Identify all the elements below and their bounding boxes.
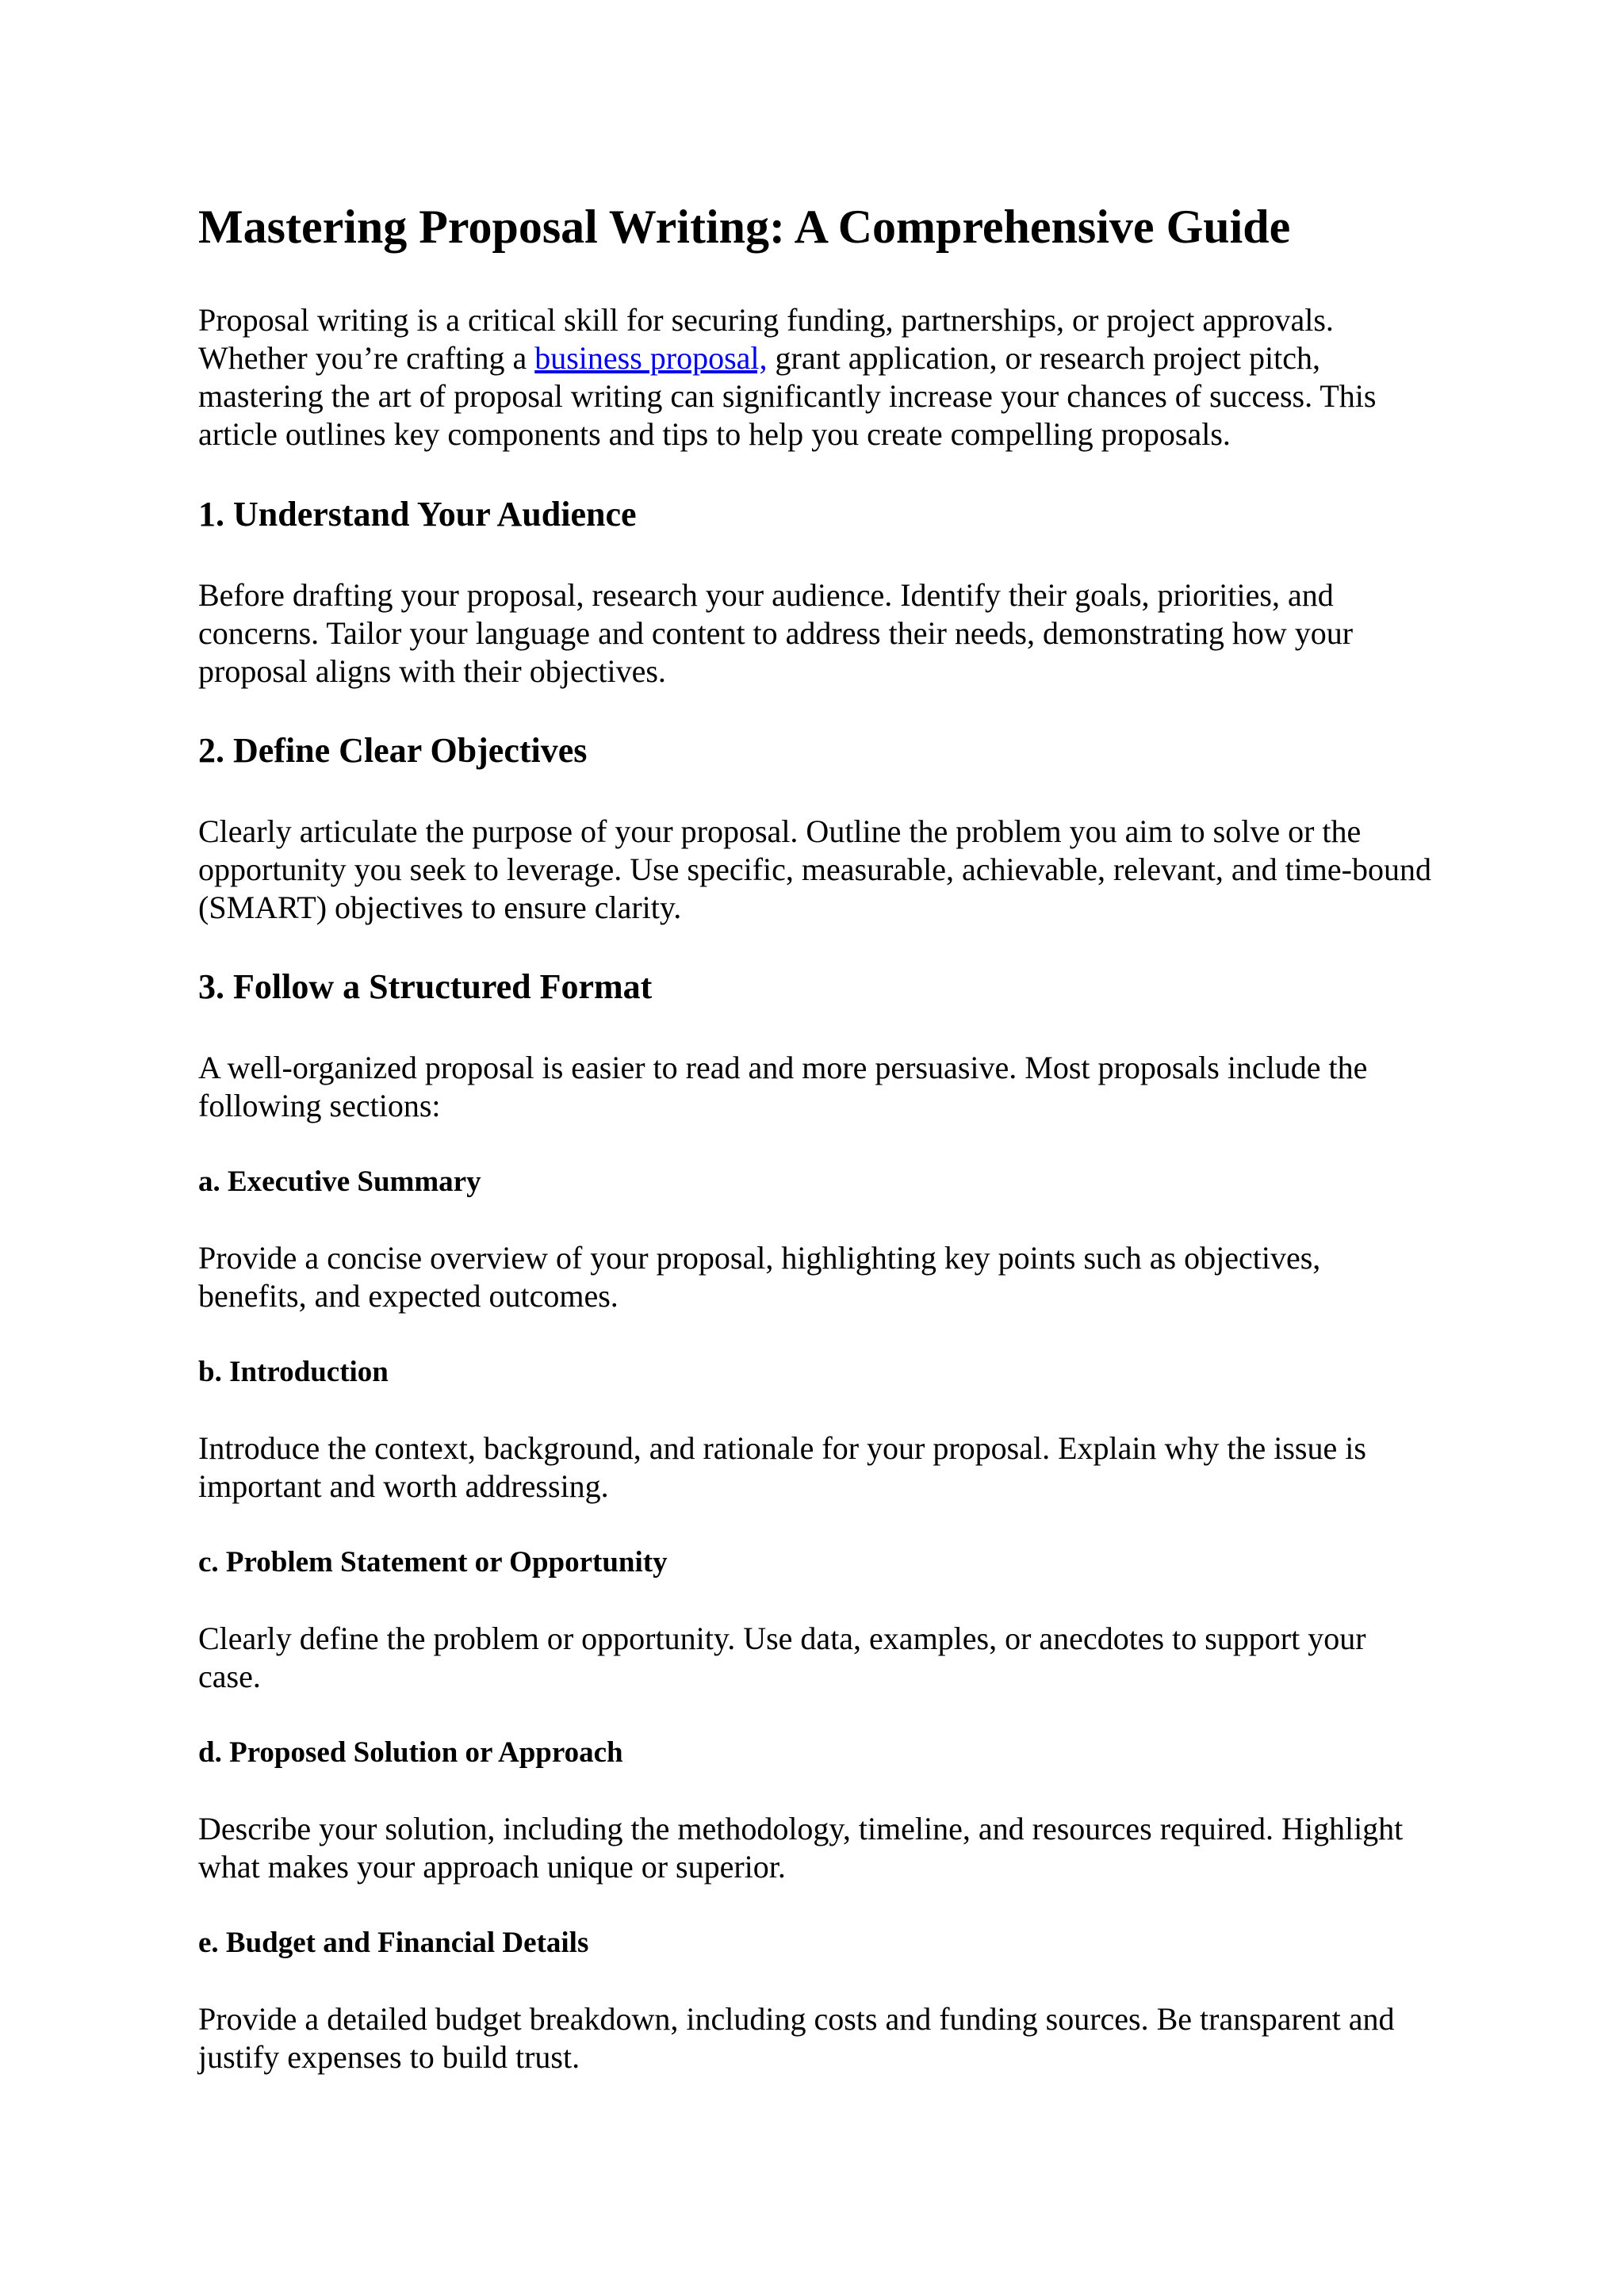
intro-text-after-link: grant application, or research project pitch, mastering the art of proposal writing can significantly increase your chances of success. This article outlines key components and tips to help you create compelling proposals.	[198, 340, 1377, 452]
subsection-heading-budget: e. Budget and Financial Details	[198, 1927, 589, 1959]
document-page	[198, 193, 1435, 2076]
section-body-define-objectives: Clearly articulate the purpose of your proposal. Outline the problem you aim to solve or the opportunity you seek to leverage. Use specific, measurable, achievable, relevant, and time-bound (SMART) objectives to ensure clarity.	[198, 813, 1431, 925]
subsection-body-budget: Provide a detailed budget breakdown, including costs and funding sources. Be transparent and justify expenses to build trust.	[198, 2001, 1395, 2075]
section-heading-define-objectives: 2. Define Clear Objectives	[198, 731, 588, 770]
subsection-heading-introduction: b. Introduction	[198, 1356, 389, 1388]
subsection-body-problem-statement: Clearly define the problem or opportunity. Use data, examples, or anecdotes to support your case.	[198, 1621, 1366, 1694]
section-heading-understand-audience: 1. Understand Your Audience	[198, 495, 637, 534]
subsection-heading-proposed-solution: d. Proposed Solution or Approach	[198, 1736, 623, 1769]
intro-paragraph	[198, 301, 1435, 453]
subsection-heading-problem-statement: c. Problem Statement or Opportunity	[198, 1546, 668, 1578]
subsection-body-introduction: Introduce the context, background, and rationale for your proposal. Explain why the issue is important and worth addressing.	[198, 1430, 1366, 1504]
intro-text-before-link: Proposal writing is a critical skill for securing funding, partnerships, or project approvals. Whether you’re crafting a	[198, 302, 1334, 376]
subsection-body-executive-summary: Provide a concise overview of your proposal, highlighting key points such as objectives, benefits, and expected outcomes.	[198, 1240, 1321, 1314]
section-body-structured-format: A well-organized proposal is easier to read and more persuasive. Most proposals include the following sections:	[198, 1050, 1368, 1123]
subsection-heading-executive-summary: a. Executive Summary	[198, 1165, 481, 1198]
business-proposal-link[interactable]: business proposal,	[534, 340, 768, 376]
subsection-body-proposed-solution: Describe your solution, including the methodology, timeline, and resources required. Highlight what makes your approach unique or superior.	[198, 1811, 1404, 1885]
section-heading-structured-format: 3. Follow a Structured Format	[198, 967, 653, 1006]
section-body-understand-audience: Before drafting your proposal, research your audience. Identify their goals, priorities, and concerns. Tailor your language and content to address their needs, demonstrating how your proposal aligns with their objectives.	[198, 577, 1354, 689]
document-title: Mastering Proposal Writing: A Comprehensive Guide	[198, 201, 1291, 253]
